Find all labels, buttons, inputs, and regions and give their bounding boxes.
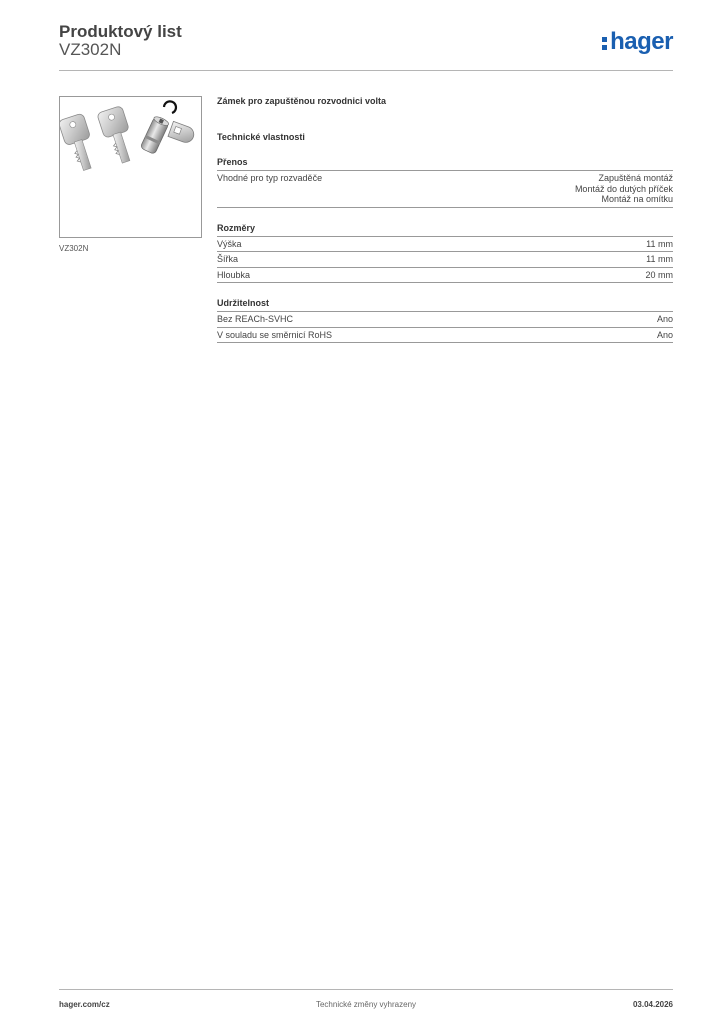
- value-line: Zapuštěná montáž: [598, 173, 673, 183]
- row-value: Ano: [656, 329, 673, 340]
- row-value: 11 mm: [646, 254, 673, 264]
- page-header: [59, 22, 673, 71]
- keys-and-lock-icon: [60, 97, 201, 237]
- table-row: [217, 328, 673, 344]
- footer-date: 03.04.2026: [632, 1000, 673, 1009]
- footer-disclaimer: Technické změny vyhrazeny: [315, 1000, 417, 1009]
- table-row: [217, 312, 673, 328]
- page-title: Produktový list: [59, 22, 182, 41]
- product-image: [59, 96, 202, 238]
- footer-website-link[interactable]: hager.com/cz: [59, 1000, 110, 1009]
- table-row: [217, 237, 673, 253]
- logo-dots-icon: [602, 34, 608, 50]
- row-label: V souladu se směrnicí RoHS: [217, 329, 333, 340]
- table-row: [217, 268, 673, 284]
- page-footer: [59, 989, 673, 1009]
- section-heading: Přenos: [217, 157, 673, 171]
- product-description: Zámek pro zapuštěnou rozvodnici volta: [217, 96, 387, 106]
- product-details: [217, 96, 673, 343]
- section-heading: Rozměry: [217, 223, 673, 237]
- image-caption: VZ302N: [59, 244, 89, 253]
- row-value: [575, 173, 673, 205]
- product-code: VZ302N: [59, 40, 122, 59]
- row-label: Šířka: [217, 254, 239, 264]
- row-value: 11 mm: [646, 238, 673, 249]
- row-label: Bez REACh-SVHC: [217, 314, 294, 324]
- logo-text: hager: [610, 28, 673, 55]
- table-row: [217, 171, 673, 208]
- row-label: Vhodné pro typ rozvaděče: [217, 173, 323, 183]
- technical-properties-heading: Technické vlastnosti: [217, 132, 305, 142]
- row-label: Výška: [217, 238, 242, 249]
- row-value: 20 mm: [645, 269, 673, 280]
- section-prenos: [217, 157, 673, 208]
- hager-logo: [602, 28, 673, 56]
- row-value: Ano: [656, 314, 673, 324]
- table-row: [217, 252, 673, 268]
- value-line: Montáž do dutých příček: [574, 183, 673, 194]
- section-rozmery: [217, 223, 673, 284]
- value-line: Montáž na omítku: [601, 194, 673, 204]
- section-udrzitelnost: [217, 298, 673, 343]
- section-heading: Udržitelnost: [217, 298, 673, 312]
- row-label: Hloubka: [217, 269, 251, 280]
